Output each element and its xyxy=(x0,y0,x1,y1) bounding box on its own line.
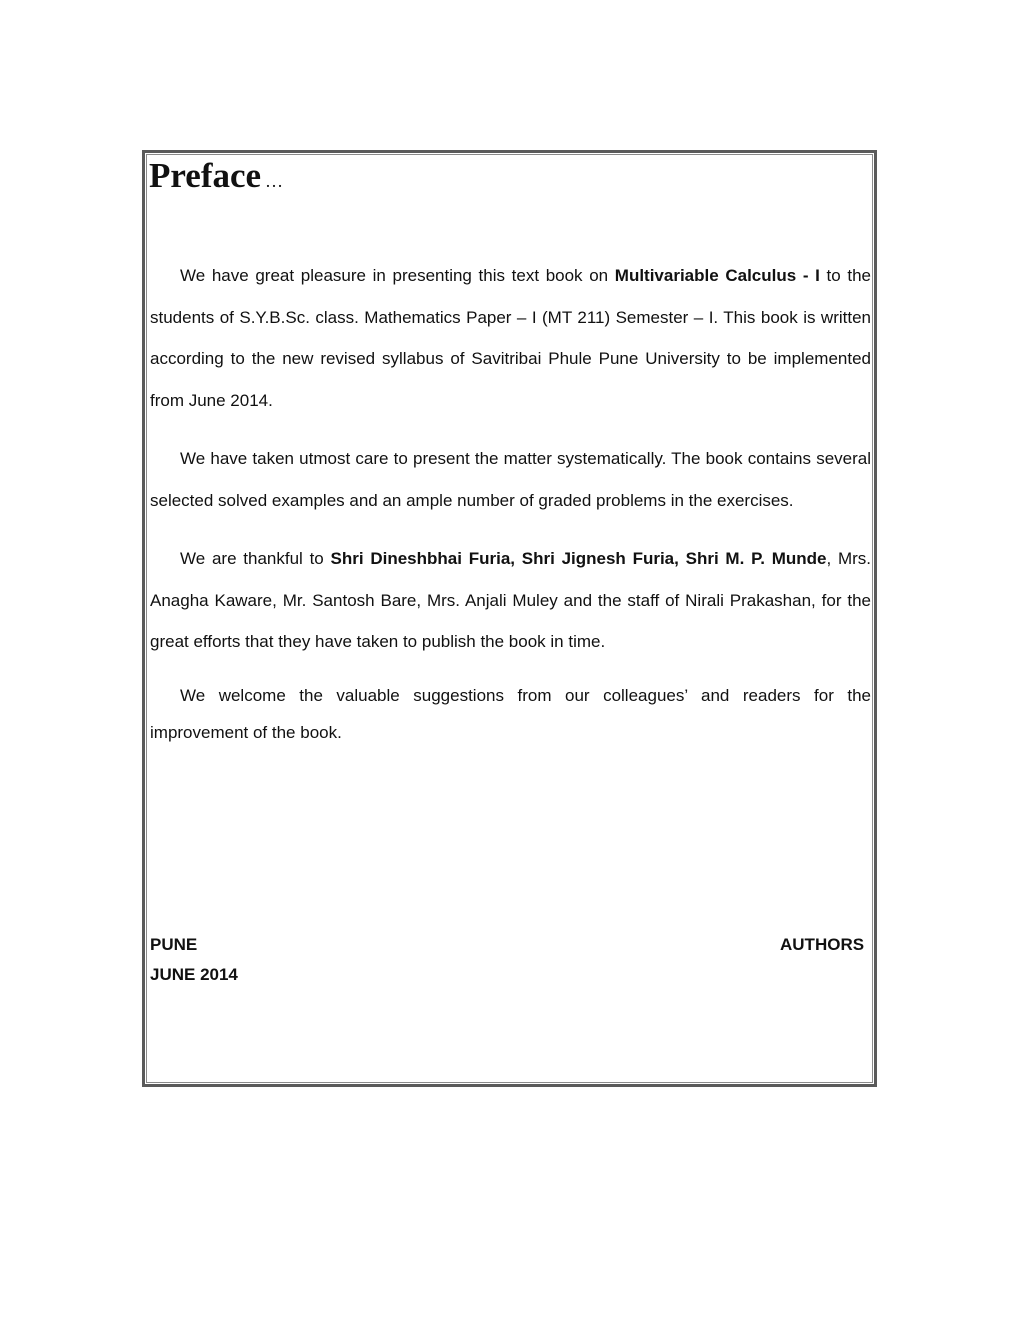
signature-place: PUNE xyxy=(150,935,198,954)
title-text: Preface xyxy=(149,156,262,195)
paragraph-intro: We have great pleasure in presenting this text book on Multivariable Calculus - I to the students of S.Y.B.Sc. class. Mathematics Paper – I (MT 211) Semester – I. This book is written according to the new revised syllabus of Savitribai Phule Pune University to be implemented from June 2014. xyxy=(150,266,872,411)
signature-date: JUNE 2014 xyxy=(150,965,238,984)
paragraph-thanks: We are thankful to Shri Dineshbhai Furia, Shri Jignesh Furia, Shri M. P. Munde, Mrs. Anagha Kaware, Mr. Santosh Bare, Mrs. Anjali Muley and the staff of Nirali Prakashan, for the great efforts that they have taken to publish the book in time. xyxy=(150,549,872,652)
paragraph-care: We have taken utmost care to present the matter systematically. The book contains several selected solved examples and an ample number of graded problems in the exercises. xyxy=(150,449,871,510)
title-ellipsis: … xyxy=(265,171,285,191)
signature-authors: AUTHORS xyxy=(780,935,865,954)
thanked-names: Shri Dineshbhai Furia, Shri Jignesh Furia, Shri M. P. Munde xyxy=(330,549,827,568)
paragraph-suggestions: We welcome the valuable suggestions from our colleagues’ and readers for the improvement of the book. xyxy=(150,686,871,742)
page-title xyxy=(149,154,284,203)
book-title: Multivariable Calculus - I xyxy=(614,266,820,285)
